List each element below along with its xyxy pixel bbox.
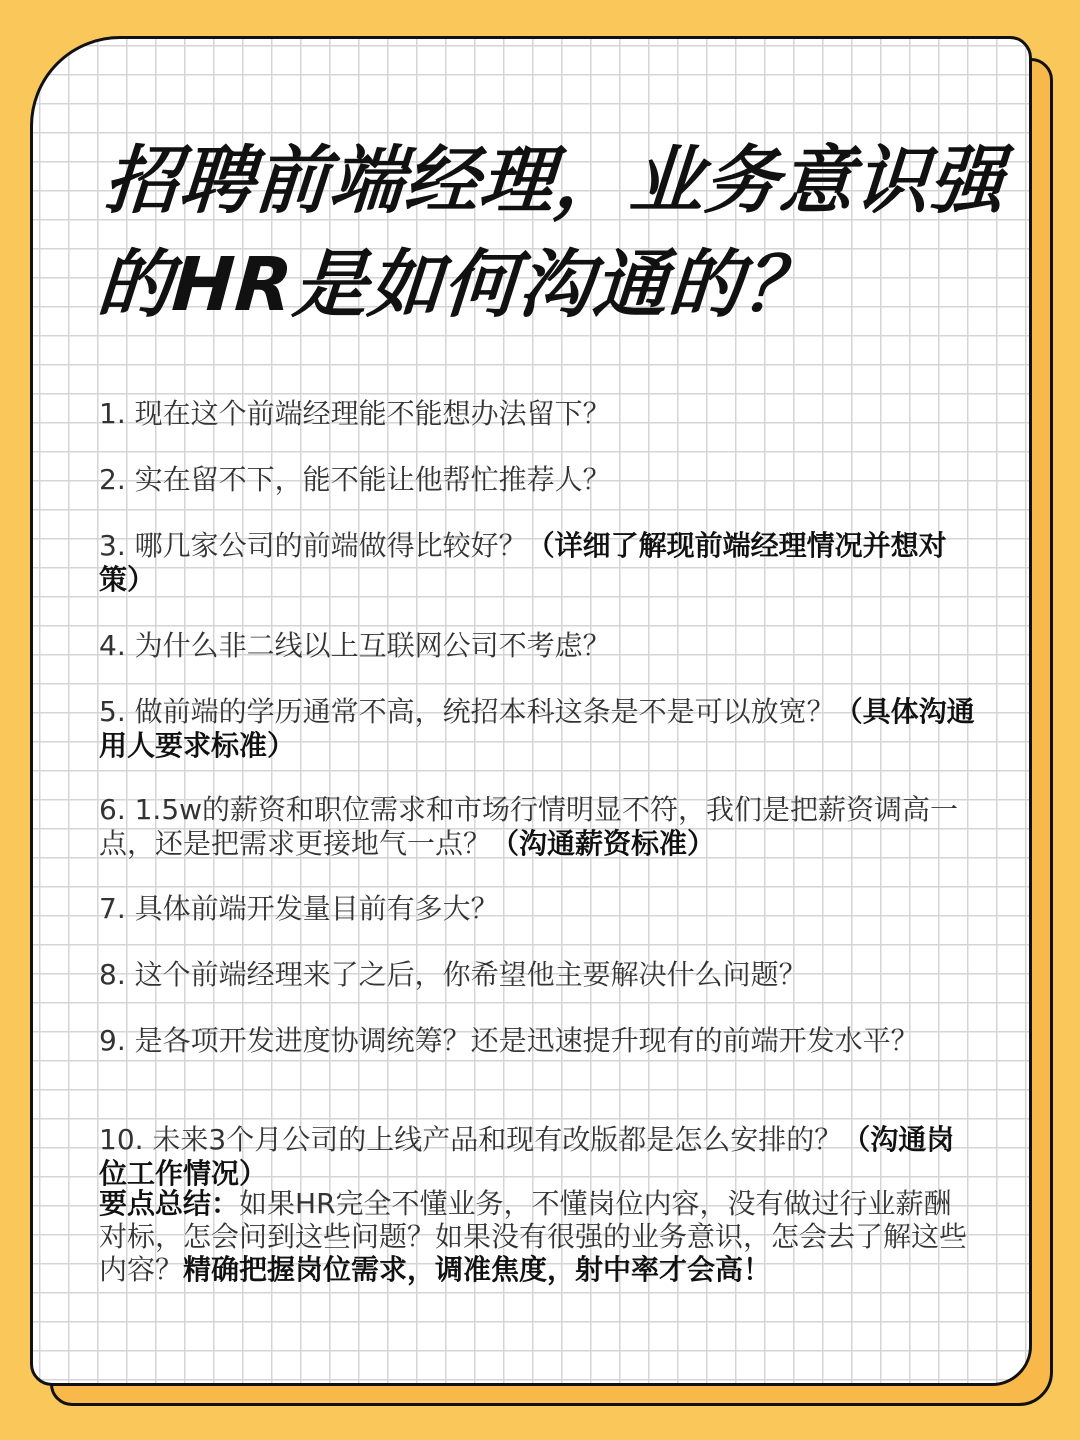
question-6: 6. 1.5w的薪资和职位需求和市场行情明显不符，我们是把薪资调高一点，还是把需求更接地气一点？（沟通薪资标准） [99,793,959,860]
question-5: 5. 做前端的学历通常不高，统招本科这条是不是可以放宽？（具体沟通用人要求标准） [99,695,975,762]
question-3-note: （详细了解现前端经理情况并想对策） [99,529,947,596]
question-3: 3. 哪几家公司的前端做得比较好？（详细了解现前端经理情况并想对策） [99,529,947,596]
question-4: 4. 为什么非二线以上互联网公司不考虑？ [99,629,611,662]
question-2: 2. 实在留不下，能不能让他帮忙推荐人？ [99,463,611,496]
question-10-note: （沟通岗位工作情况） [99,1123,955,1190]
question-9: 9. 是各项开发进度协调统筹？还是迅速提升现有的前端开发水平？ [99,1024,919,1057]
question-1: 1. 现在这个前端经理能不能想办法留下？ [99,397,611,430]
summary-label: 要点总结： [99,1187,240,1220]
question-6-note: （沟通薪资标准） [491,827,716,860]
question-7: 7. 具体前端开发量目前有多大？ [99,892,499,925]
summary-emphasis: 精确把握岗位需求，调准焦度，射中率才会高！ [183,1253,772,1286]
summary-text: 如果HR完全不懂业务，不懂岗位内容，没有做过行业薪酬对标，怎会问到这些问题？如果没有很强的业务意识，怎会去了解这些内容？ [99,1187,968,1286]
grid-paper-card [30,36,1032,1386]
question-10: 10. 未来3个月公司的上线产品和现有改版都是怎么安排的？（沟通岗位工作情况） [99,1123,955,1190]
page-title: 招聘前端经理，业务意识强的HR是如何沟通的？ [94,138,1008,328]
question-8: 8. 这个前端经理来了之后，你希望他主要解决什么问题？ [99,958,807,991]
question-5-note: （具体沟通用人要求标准） [99,695,975,762]
summary [99,1187,979,1286]
